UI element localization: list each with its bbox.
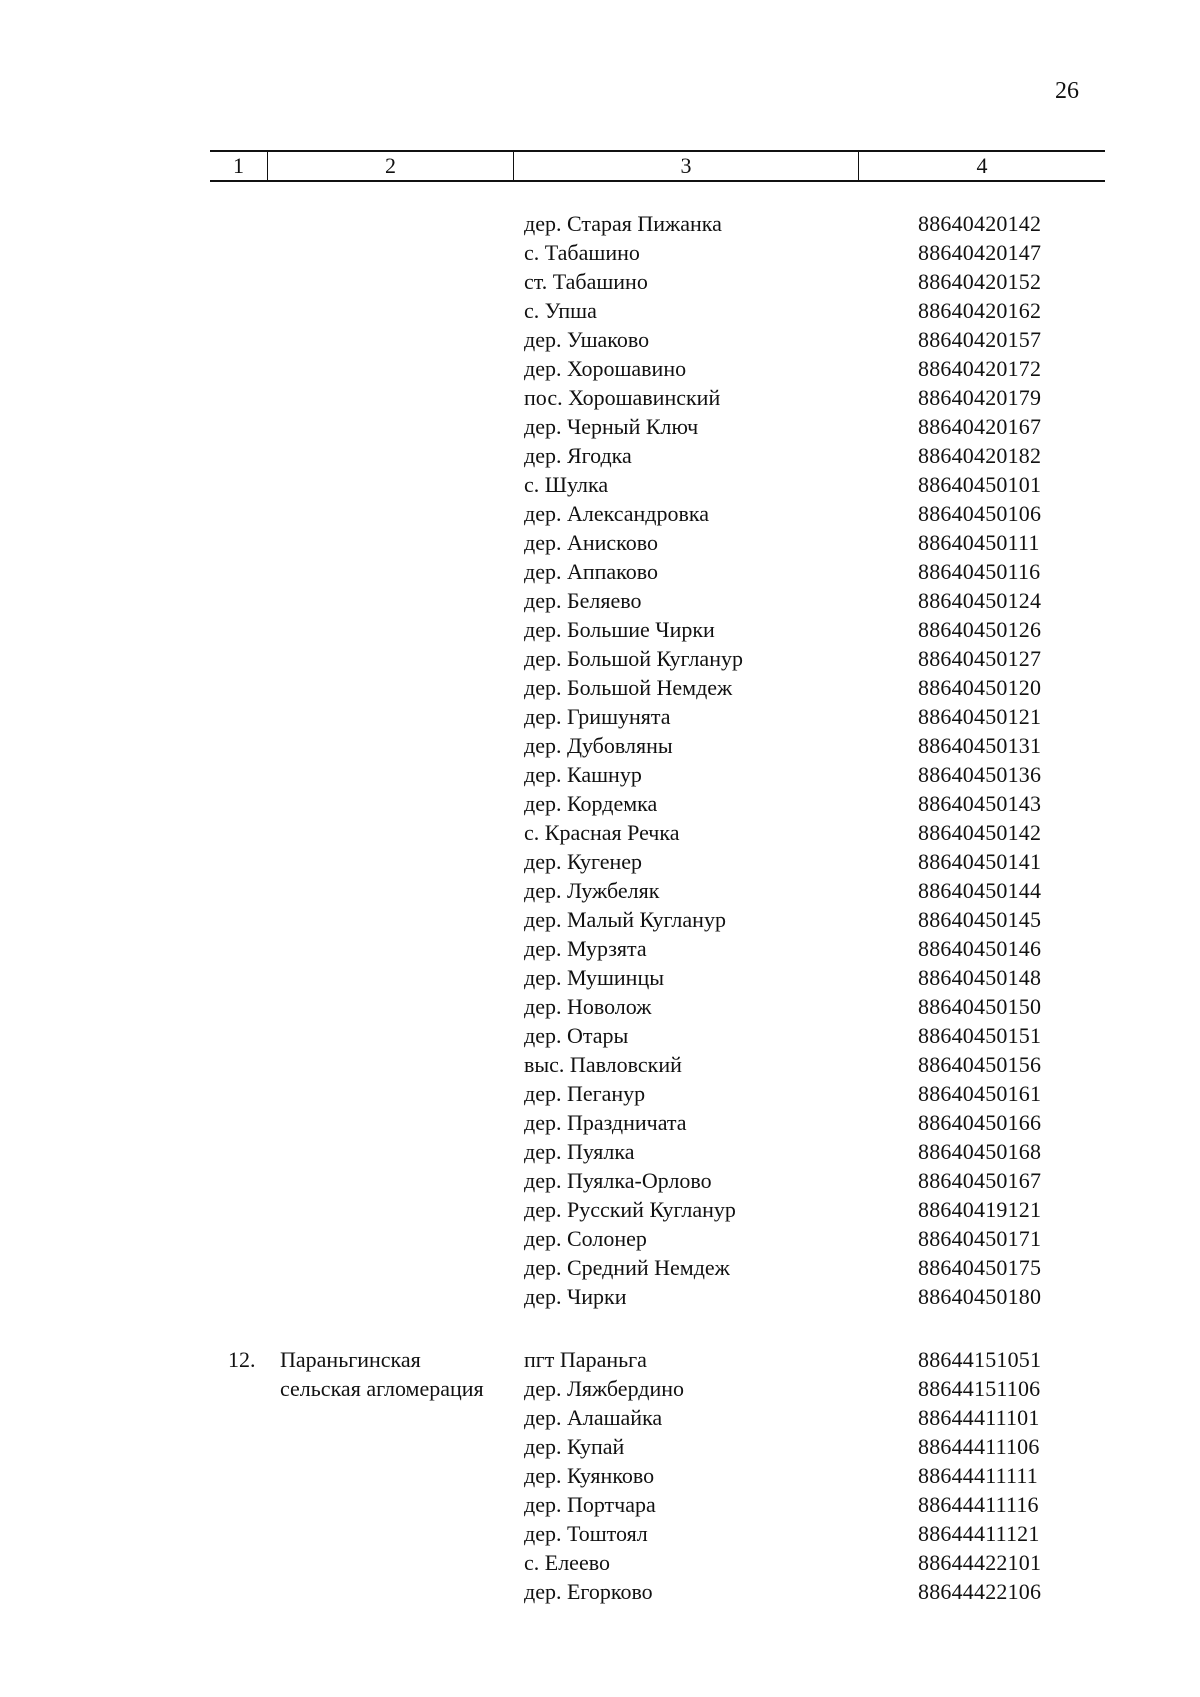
table-row [0, 1021, 1200, 1050]
oktmo-code: 88640450150 [918, 994, 1042, 1019]
continued-section [0, 209, 1200, 1311]
table-row [0, 1253, 1200, 1282]
table-row [0, 1137, 1200, 1166]
table-row [0, 586, 1200, 615]
oktmo-code: 88644422101 [918, 1550, 1042, 1575]
oktmo-code: 88640450151 [918, 1023, 1042, 1048]
table-row [0, 296, 1200, 325]
oktmo-code: 88640450106 [918, 501, 1042, 526]
table-row [0, 644, 1200, 673]
table-row [0, 499, 1200, 528]
agglomeration-name-line-2: сельская агломерация [280, 1376, 484, 1401]
oktmo-code: 88640420172 [918, 356, 1042, 381]
table-row [0, 354, 1200, 383]
oktmo-code: 88640450136 [918, 762, 1042, 787]
table-row [0, 934, 1200, 963]
oktmo-code: 88640450111 [918, 530, 1040, 555]
place-name: дер. Чирки [524, 1284, 627, 1309]
table-row [0, 1403, 1200, 1432]
oktmo-code: 88640450167 [918, 1168, 1042, 1193]
table-row [0, 1345, 1200, 1374]
table-row [0, 789, 1200, 818]
agglomeration-name-line-1: Параньгинская [280, 1347, 421, 1372]
place-name: дер. Пуялка-Орлово [524, 1168, 712, 1193]
place-name: дер. Егорково [524, 1579, 653, 1604]
table-row [0, 470, 1200, 499]
table-row [0, 209, 1200, 238]
table-header [210, 150, 1105, 182]
table-row [0, 1548, 1200, 1577]
oktmo-code: 88640450144 [918, 878, 1042, 903]
place-name: дер. Пуялка [524, 1139, 635, 1164]
place-name: дер. Кугенер [524, 849, 643, 874]
table-row [0, 1577, 1200, 1606]
oktmo-code: 88640450145 [918, 907, 1042, 932]
header-col-2: 2 [268, 152, 514, 180]
place-name: дер. Куянково [524, 1463, 655, 1488]
place-name: пгт Параньга [524, 1347, 647, 1372]
oktmo-code: 88640450143 [918, 791, 1042, 816]
oktmo-code: 88644411106 [918, 1434, 1040, 1459]
place-name: дер. Кордемка [524, 791, 658, 816]
table-row [0, 238, 1200, 267]
place-name: дер. Купай [524, 1434, 625, 1459]
place-name: дер. Старая Пижанка [524, 211, 722, 236]
place-name: дер. Кашнур [524, 762, 642, 787]
table-row [0, 325, 1200, 354]
table-row [0, 673, 1200, 702]
oktmo-code: 88640450180 [918, 1284, 1042, 1309]
place-name: с. Упша [524, 298, 597, 323]
oktmo-code: 88640450127 [918, 646, 1042, 671]
oktmo-code: 88640420142 [918, 211, 1042, 236]
place-name: дер. Беляево [524, 588, 642, 613]
oktmo-code: 88640450148 [918, 965, 1042, 990]
section-number: 12. [228, 1347, 256, 1372]
table-row [0, 615, 1200, 644]
place-name: дер. Александровка [524, 501, 710, 526]
table-row [0, 1079, 1200, 1108]
table-row [0, 1195, 1200, 1224]
table-row [0, 528, 1200, 557]
oktmo-code: 88640420162 [918, 298, 1042, 323]
oktmo-code: 88640450171 [918, 1226, 1042, 1251]
oktmo-code: 88640450161 [918, 1081, 1042, 1106]
oktmo-code: 88640450131 [918, 733, 1042, 758]
place-name: дер. Отары [524, 1023, 629, 1048]
table-row [0, 1519, 1200, 1548]
place-name: с. Елеево [524, 1550, 610, 1575]
table-row [0, 267, 1200, 296]
page-number: 26 [1055, 78, 1079, 104]
table-row [0, 731, 1200, 760]
place-name: дер. Пеганур [524, 1081, 646, 1106]
oktmo-code: 88644151106 [918, 1376, 1041, 1401]
table-row [0, 818, 1200, 847]
oktmo-code: 88640450126 [918, 617, 1042, 642]
oktmo-code: 88640450141 [918, 849, 1042, 874]
oktmo-code: 88640450156 [918, 1052, 1042, 1077]
place-name: дер. Ляжбердино [524, 1376, 685, 1401]
table-row [0, 1432, 1200, 1461]
oktmo-code: 88640420182 [918, 443, 1042, 468]
oktmo-code: 88640450120 [918, 675, 1042, 700]
table-row [0, 1490, 1200, 1519]
table-row [0, 1461, 1200, 1490]
place-name: дер. Мушинцы [524, 965, 665, 990]
table-row [0, 702, 1200, 731]
table-row [0, 905, 1200, 934]
place-name: с. Красная Речка [524, 820, 680, 845]
table-row [0, 876, 1200, 905]
place-name: дер. Ушаково [524, 327, 650, 352]
table-row [0, 1050, 1200, 1079]
oktmo-code: 88640420147 [918, 240, 1042, 265]
oktmo-code: 88644411121 [918, 1521, 1040, 1546]
place-name: дер. Мурзята [524, 936, 647, 961]
place-name: дер. Ягодка [524, 443, 632, 468]
table-row [0, 1282, 1200, 1311]
place-name: дер. Гришунята [524, 704, 671, 729]
oktmo-code: 88640420157 [918, 327, 1042, 352]
oktmo-code: 88644411101 [918, 1405, 1040, 1430]
oktmo-code: 88640450121 [918, 704, 1042, 729]
table-row [0, 557, 1200, 586]
oktmo-code: 88640450124 [918, 588, 1042, 613]
place-name: дер. Портчара [524, 1492, 656, 1517]
place-name: дер. Праздничата [524, 1110, 687, 1135]
table-row [0, 992, 1200, 1021]
oktmo-code: 88640420152 [918, 269, 1042, 294]
place-name: с. Шулка [524, 472, 609, 497]
place-name: ст. Табашино [524, 269, 648, 294]
table-row [0, 760, 1200, 789]
place-name: дер. Дубовляны [524, 733, 673, 758]
place-name: дер. Новолож [524, 994, 652, 1019]
place-name: дер. Большие Чирки [524, 617, 715, 642]
table-row [0, 1166, 1200, 1195]
oktmo-code: 88640450166 [918, 1110, 1042, 1135]
place-name: дер. Анисково [524, 530, 658, 555]
table-row [0, 1108, 1200, 1137]
place-name: дер. Тоштоял [524, 1521, 648, 1546]
table-row [0, 383, 1200, 412]
header-col-4: 4 [976, 153, 988, 178]
place-name: дер. Средний Немдеж [524, 1255, 730, 1280]
place-name: дер. Алашайка [524, 1405, 663, 1430]
place-name: дер. Большой Немдеж [524, 675, 733, 700]
oktmo-code: 88640450142 [918, 820, 1042, 845]
table-row [0, 441, 1200, 470]
oktmo-code: 88640419121 [918, 1197, 1042, 1222]
table-row [0, 847, 1200, 876]
oktmo-code: 88640450146 [918, 936, 1042, 961]
place-name: дер. Солонер [524, 1226, 647, 1251]
place-name: пос. Хорошавинский [524, 385, 721, 410]
place-name: дер. Аппаково [524, 559, 658, 584]
oktmo-code: 88640420179 [918, 385, 1042, 410]
oktmo-code: 88640450168 [918, 1139, 1042, 1164]
place-name: с. Табашино [524, 240, 640, 265]
table-row [0, 963, 1200, 992]
table-row [0, 1374, 1200, 1403]
section-12 [0, 1345, 1200, 1606]
place-name: выс. Павловский [524, 1052, 682, 1077]
place-name: дер. Большой Кугланур [524, 646, 743, 671]
table-row [0, 412, 1200, 441]
header-col-1: 1 [210, 152, 268, 180]
place-name: дер. Малый Кугланур [524, 907, 726, 932]
header-col-3: 3 [514, 152, 859, 180]
oktmo-code: 88644411116 [918, 1492, 1039, 1517]
oktmo-code: 88640420167 [918, 414, 1042, 439]
place-name: дер. Черный Ключ [524, 414, 699, 439]
oktmo-code: 88644411111 [918, 1463, 1038, 1488]
oktmo-code: 88644151051 [918, 1347, 1042, 1372]
table-row [0, 1224, 1200, 1253]
oktmo-code: 88640450116 [918, 559, 1041, 584]
oktmo-code: 88640450175 [918, 1255, 1042, 1280]
place-name: дер. Русский Кугланур [524, 1197, 736, 1222]
oktmo-code: 88644422106 [918, 1579, 1042, 1604]
oktmo-code: 88640450101 [918, 472, 1042, 497]
place-name: дер. Лужбеляк [524, 878, 660, 903]
place-name: дер. Хорошавино [524, 356, 687, 381]
